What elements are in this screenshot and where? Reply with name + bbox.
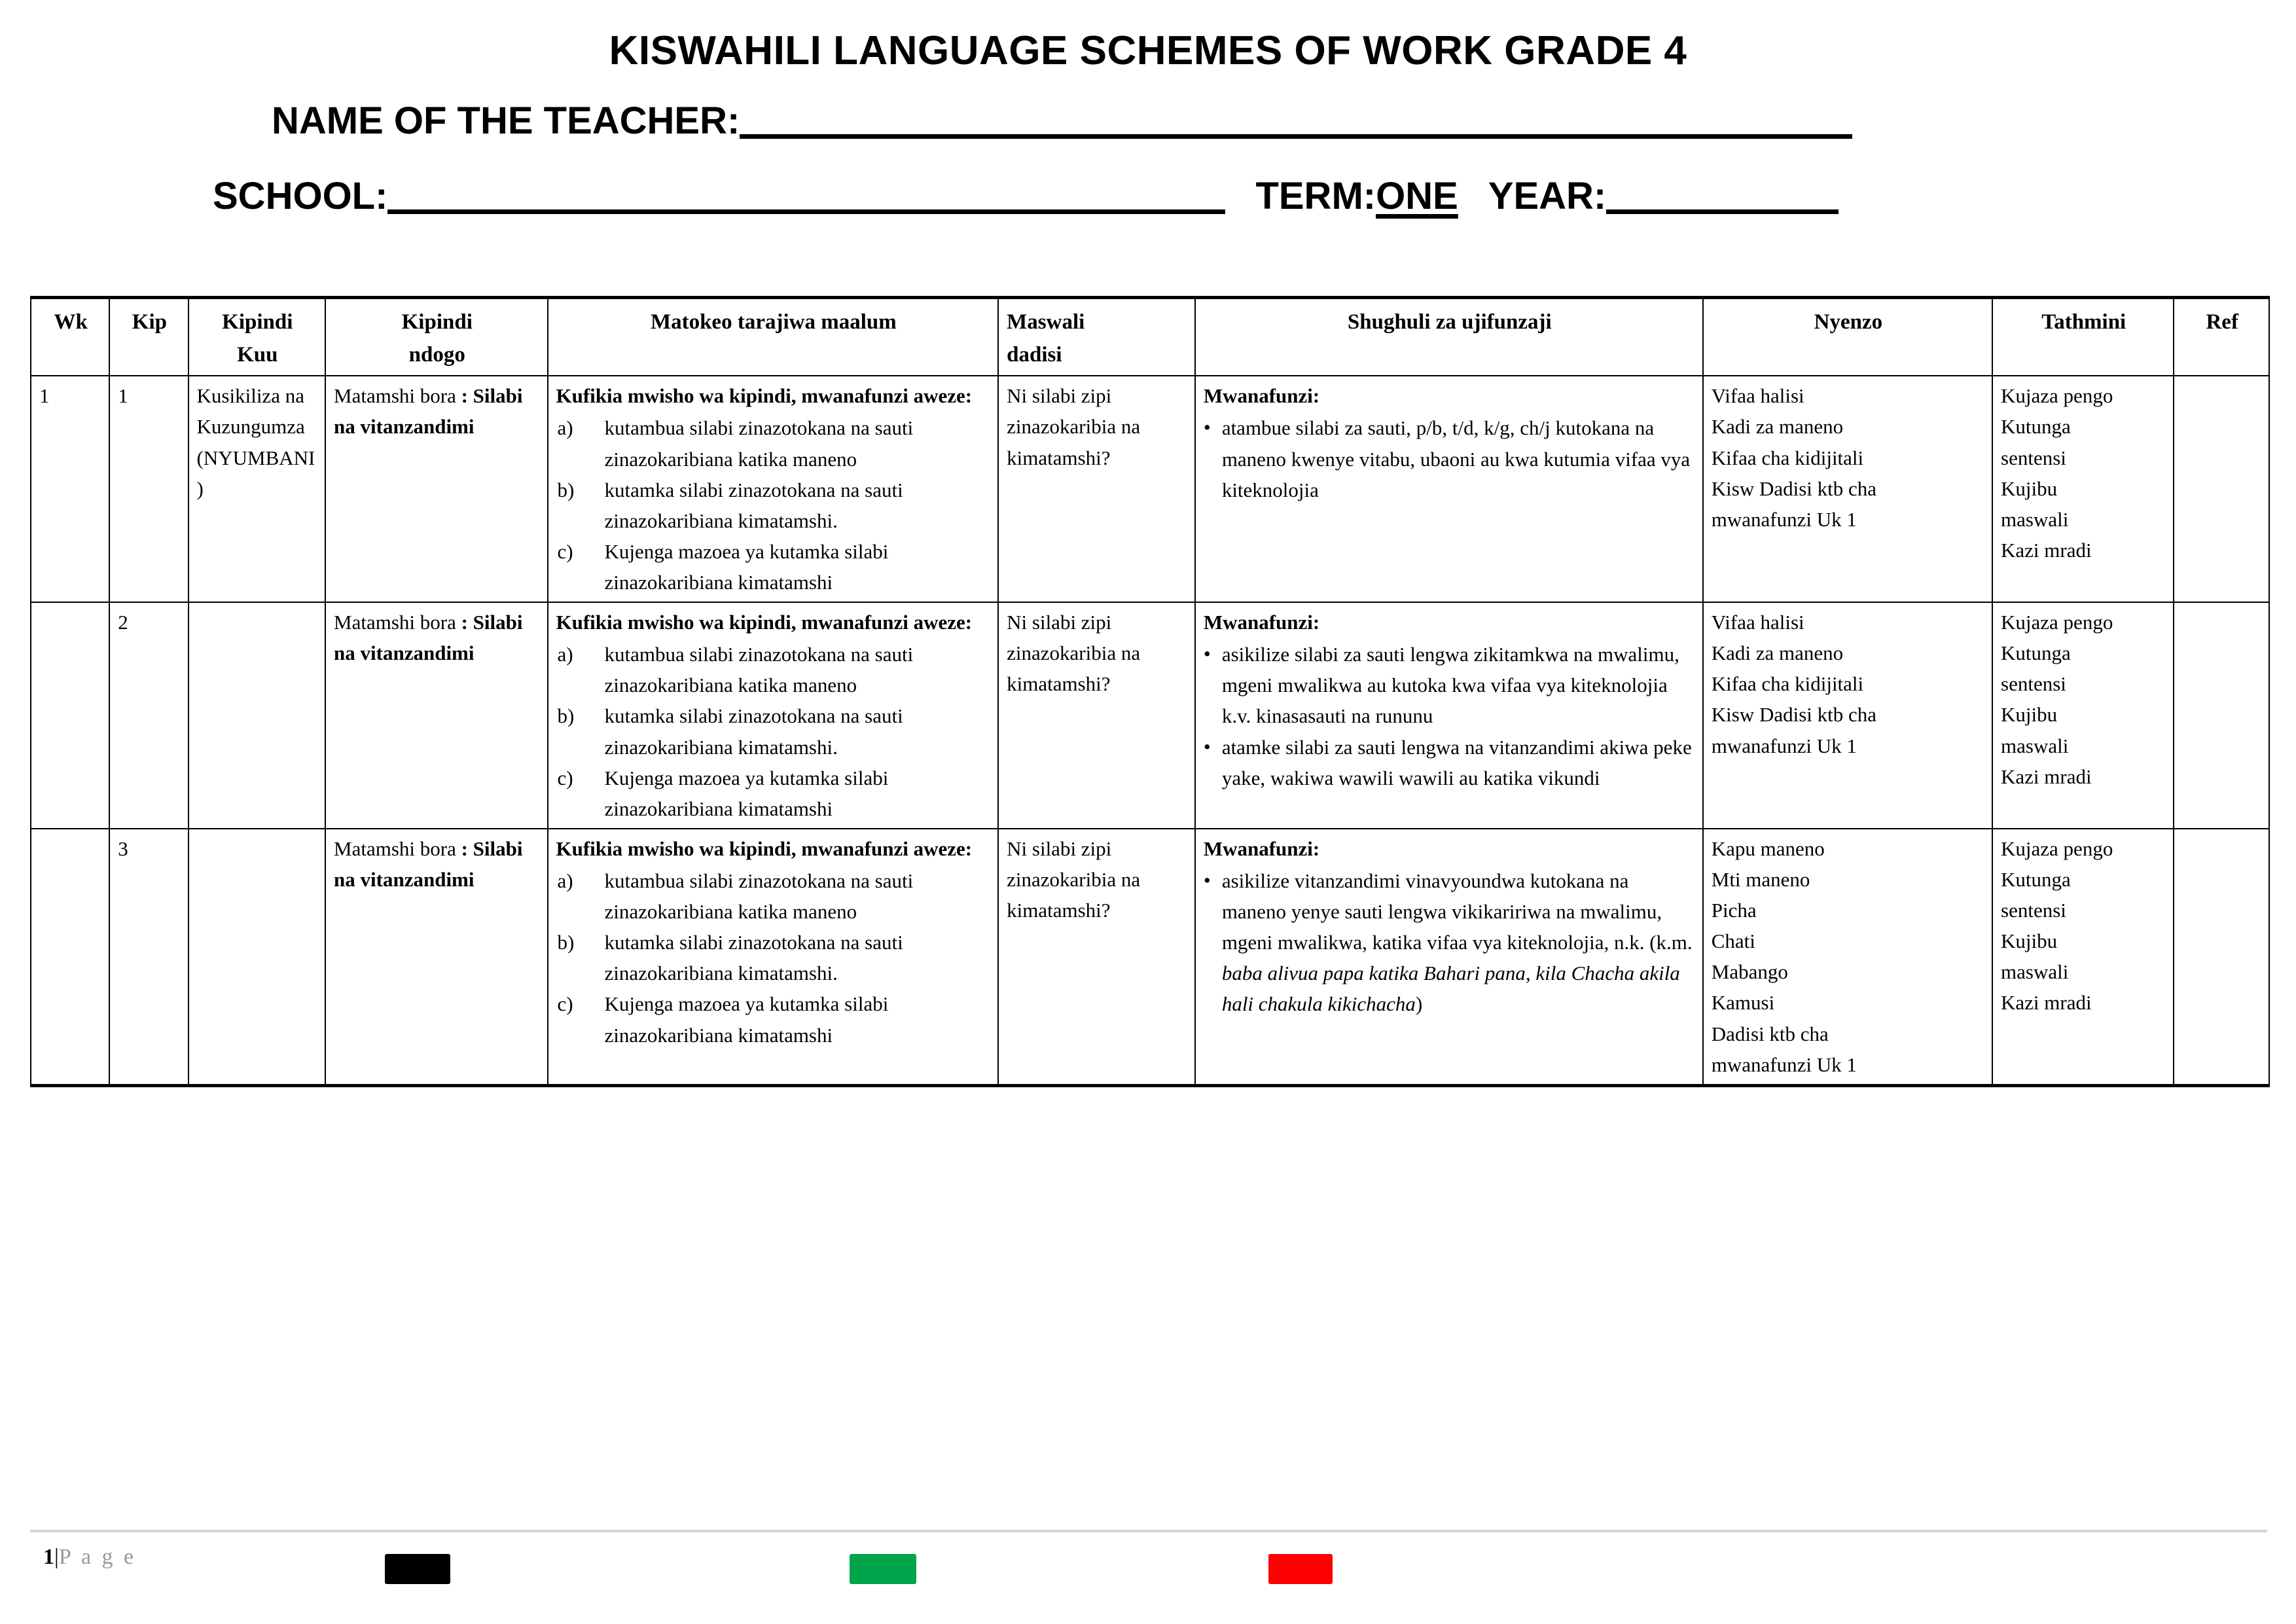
page-number-indicator [43,1545,136,1570]
col-header-wk: Wk [31,298,109,376]
teacher-name-label: NAME OF THE TEACHER: [272,99,740,142]
red-bar [1268,1554,1333,1584]
cell-ref [2174,376,2269,602]
cell-nyenzo [1703,829,1992,1085]
cell-kipindi-kuu: Kusikiliza na Kuzungumza (NYUMBANI ) [188,376,326,602]
list-item: Kutunga [2001,641,2071,665]
page-title: KISWAHILI LANGUAGE SCHEMES OF WORK GRADE 4 [609,28,1687,73]
black-bar [385,1554,450,1584]
col-header-kipindi-kuu [188,298,326,376]
col-header-matokeo: Matokeo tarajiwa maalum [548,298,999,376]
cell-matokeo: Kufikia mwisho wa kipindi, mwanafunzi aweze: a) kutambua silabi zinazotokana na sauti zinazokaribiana katika maneno b) kutamka silabi zinazotokana na sauti zinazokaribiana kimatamshi. c) Kujenga mazoea ya kutamka silabi zinazokaribiana kimatamshi [548,376,999,602]
list-item: Kamusi [1711,991,1775,1015]
cell-kipindi-number: 3 [109,829,188,1085]
page-footer [33,1545,2258,1610]
cell-kipindi-kuu [188,602,326,829]
cell-tathmini [1992,376,2174,602]
page-separator: | [54,1545,59,1569]
cell-tathmini [1992,829,2174,1085]
list-item: Dadisi ktb cha [1711,1022,1829,1045]
list-item: Picha [1711,899,1757,922]
school-name-blank[interactable] [387,209,1225,214]
outcome-item: c) Kujenga mazoea ya kutamka silabi zinazokaribiana kimatamshi [557,766,889,820]
outcome-item: b) kutamka silabi zinazotokana na sauti zinazokaribiana kimatamshi. [557,478,903,532]
teacher-name-blank[interactable] [740,134,1852,139]
cell-kipindi-ndogo: Matamshi bora : Silabi na vitanzandimi [325,602,547,829]
list-item: sentensi [2001,672,2066,696]
school-label: SCHOOL: [213,175,388,217]
cell-kipindi-ndogo: Matamshi bora : Silabi na vitanzandimi [325,376,547,602]
cell-kipindi-number: 1 [109,376,188,602]
list-item: Vifaa halisi [1711,384,1804,408]
cell-matokeo: Kufikia mwisho wa kipindi, mwanafunzi aweze: a) kutambua silabi zinazotokana na sauti zinazokaribiana katika maneno b) kutamka silabi zinazotokana na sauti zinazokaribiana kimatamshi. c) Kujenga mazoea ya kutamka silabi zinazokaribiana kimatamshi [548,602,999,829]
col-header-shughuli: Shughuli za ujifunzaji [1195,298,1703,376]
list-item: Kazi mradi [2001,765,2092,788]
list-item: Kadi za maneno [1711,641,1844,665]
cell-nyenzo [1703,602,1992,829]
col-header-maswali-line2: dadisi [1007,343,1062,367]
list-item: Chati [1711,929,1755,953]
list-item: mwanafunzi Uk 1 [1711,1053,1857,1076]
list-item: Kifaa cha kidijitali [1711,672,1864,696]
col-header-maswali-dadisi [998,298,1195,376]
list-item: mwanafunzi Uk 1 [1711,507,1857,531]
list-item: Kadi za maneno [1711,415,1844,439]
col-header-kipindi-ndogo [325,298,547,376]
cell-week: 1 [31,376,109,602]
activity-item: • asikilize silabi za sauti lengwa zikitamkwa na mwalimu, mgeni mwalikwa au kutoka kwa vifaa vya kiteknolojia k.v. kinasasauti na rununu [1203,642,1679,728]
outcome-item: a) kutambua silabi zinazotokana na sauti zinazokaribiana katika maneno [557,416,914,471]
list-item: Mti maneno [1711,867,1810,891]
cell-maswali-dadisi: Ni silabi zipi zinazokaribia na kimatamshi? [998,829,1195,1085]
list-item: Kutunga [2001,415,2071,439]
cell-tathmini [1992,602,2174,829]
year-blank[interactable] [1606,209,1839,214]
cell-ref [2174,602,2269,829]
activity-item: • atamke silabi za sauti lengwa na vitanzandimi akiwa peke yake, wakiwa wawili wawili au katika vikundi [1203,734,1692,789]
list-item: maswali [2001,960,2069,984]
list-item: Kisw Dadisi ktb cha [1711,477,1877,500]
cell-kipindi-number: 2 [109,602,188,829]
term-value[interactable]: ONE [1376,175,1458,217]
col-header-nyenzo: Nyenzo [1703,298,1992,376]
list-item: maswali [2001,507,2069,531]
term-label: TERM: [1255,175,1376,217]
list-item: Kujaza pengo [2001,611,2113,634]
schemes-of-work-table [30,296,2270,1087]
cell-maswali-dadisi: Ni silabi zipi zinazokaribia na kimatamshi? [998,376,1195,602]
teacher-name-field-row [0,74,2296,143]
table-row [31,829,2269,1085]
cell-kipindi-ndogo: Matamshi bora : Silabi na vitanzandimi [325,829,547,1085]
col-header-kip: Kip [109,298,188,376]
table-row [31,376,2269,602]
list-item: Kisw Dadisi ktb cha [1711,703,1877,727]
list-item: Kujaza pengo [2001,837,2113,860]
list-item: Kutunga [2001,867,2071,891]
outcome-item: a) kutambua silabi zinazotokana na sauti zinazokaribiana katika maneno [557,869,914,924]
green-bar [850,1554,916,1584]
page-number: 1 [43,1545,54,1569]
outcome-item: c) Kujenga mazoea ya kutamka silabi zinazokaribiana kimatamshi [557,992,889,1047]
list-item: Kujibu [2001,929,2058,953]
table-header [31,298,2269,376]
cell-maswali-dadisi: Ni silabi zipi zinazokaribia na kimatamshi? [998,602,1195,829]
cell-matokeo: Kufikia mwisho wa kipindi, mwanafunzi aweze: a) kutambua silabi zinazotokana na sauti zinazokaribiana katika maneno b) kutamka silabi zinazotokana na sauti zinazokaribiana kimatamshi. c) Kujenga mazoea ya kutamka silabi zinazokaribiana kimatamshi [548,829,999,1085]
list-item: Kazi mradi [2001,991,2092,1015]
activity-item: • atambue silabi za sauti, p/b, t/d, k/g, ch/j kutokana na maneno kwenye vitabu, ubaoni au kwa kutumia vifaa vya kiteknolojia [1203,416,1691,501]
table-header-row [31,298,2269,376]
col-header-kipindi-ndogo-line2: ndogo [408,343,465,367]
outcome-item: c) Kujenga mazoea ya kutamka silabi zinazokaribiana kimatamshi [557,539,889,594]
outcome-item: a) kutambua silabi zinazotokana na sauti zinazokaribiana katika maneno [557,643,914,697]
list-item: Kazi mradi [2001,538,2092,562]
page-word: P a g e [58,1545,137,1569]
col-header-tathmini: Tathmini [1992,298,2174,376]
table-body [31,376,2269,1085]
cell-kipindi-kuu [188,829,326,1085]
list-item: Kujibu [2001,477,2058,500]
col-header-kipindi-ndogo-line1: Kipindi [401,310,473,334]
school-term-year-row [0,143,2296,218]
footer-divider [30,1530,2267,1532]
cell-week [31,829,109,1085]
list-item: Mabango [1711,960,1788,984]
list-item: mwanafunzi Uk 1 [1711,734,1857,757]
list-item: Kujaza pengo [2001,384,2113,408]
cell-ref [2174,829,2269,1085]
cell-shughuli: Mwanafunzi: • atambue silabi za sauti, p/b, t/d, k/g, ch/j kutokana na maneno kwenye vitabu, ubaoni au kwa kutumia vifaa vya kiteknolojia [1195,376,1703,602]
col-header-kipindi-kuu-line2: Kuu [237,343,278,367]
list-item: maswali [2001,734,2069,757]
list-item: Vifaa halisi [1711,611,1804,634]
list-item: sentensi [2001,899,2066,922]
table-row [31,602,2269,829]
list-item: Kapu maneno [1711,837,1825,860]
schemes-of-work-table-wrapper [30,296,2270,1087]
activity-item: • asikilize vitanzandimi vinavyoundwa kutokana na maneno yenye sauti lengwa vikikaririwa na mwalimu, mgeni mwalikwa, katika vifaa vya kiteknolojia, n.k. (k.m. baba alivua papa katika Bahari pana, kila Chacha akila hali chakula kikichacha) [1203,868,1693,1016]
col-header-kipindi-kuu-line1: Kipindi [222,310,293,334]
cell-week [31,602,109,829]
cell-nyenzo [1703,376,1992,602]
list-item: sentensi [2001,446,2066,469]
cell-shughuli: Mwanafunzi: • asikilize silabi za sauti lengwa zikitamkwa na mwalimu, mgeni mwalikwa au kutoka kwa vifaa vya kiteknolojia k.v. kinasasauti na rununu • atamke silabi za sauti lengwa na vitanzandimi akiwa peke yake, wakiwa wawili wawili au katika vikundi [1195,602,1703,829]
cell-shughuli: Mwanafunzi: • asikilize vitanzandimi vinavyoundwa kutokana na maneno yenye sauti lengwa vikikaririwa na mwalimu, mgeni mwalikwa, katika vifaa vya kiteknolojia, n.k. (k.m. baba alivua papa katika Bahari pana, kila Chacha akila hali chakula kikichacha) [1195,829,1703,1085]
outcome-item: b) kutamka silabi zinazotokana na sauti zinazokaribiana kimatamshi. [557,704,903,759]
col-header-maswali-line1: Maswali [1007,310,1085,334]
year-label: YEAR: [1488,175,1607,217]
col-header-ref: Ref [2174,298,2269,376]
outcome-item: b) kutamka silabi zinazotokana na sauti zinazokaribiana kimatamshi. [557,931,903,985]
list-item: Kujibu [2001,703,2058,727]
list-item: Kifaa cha kidijitali [1711,446,1864,469]
